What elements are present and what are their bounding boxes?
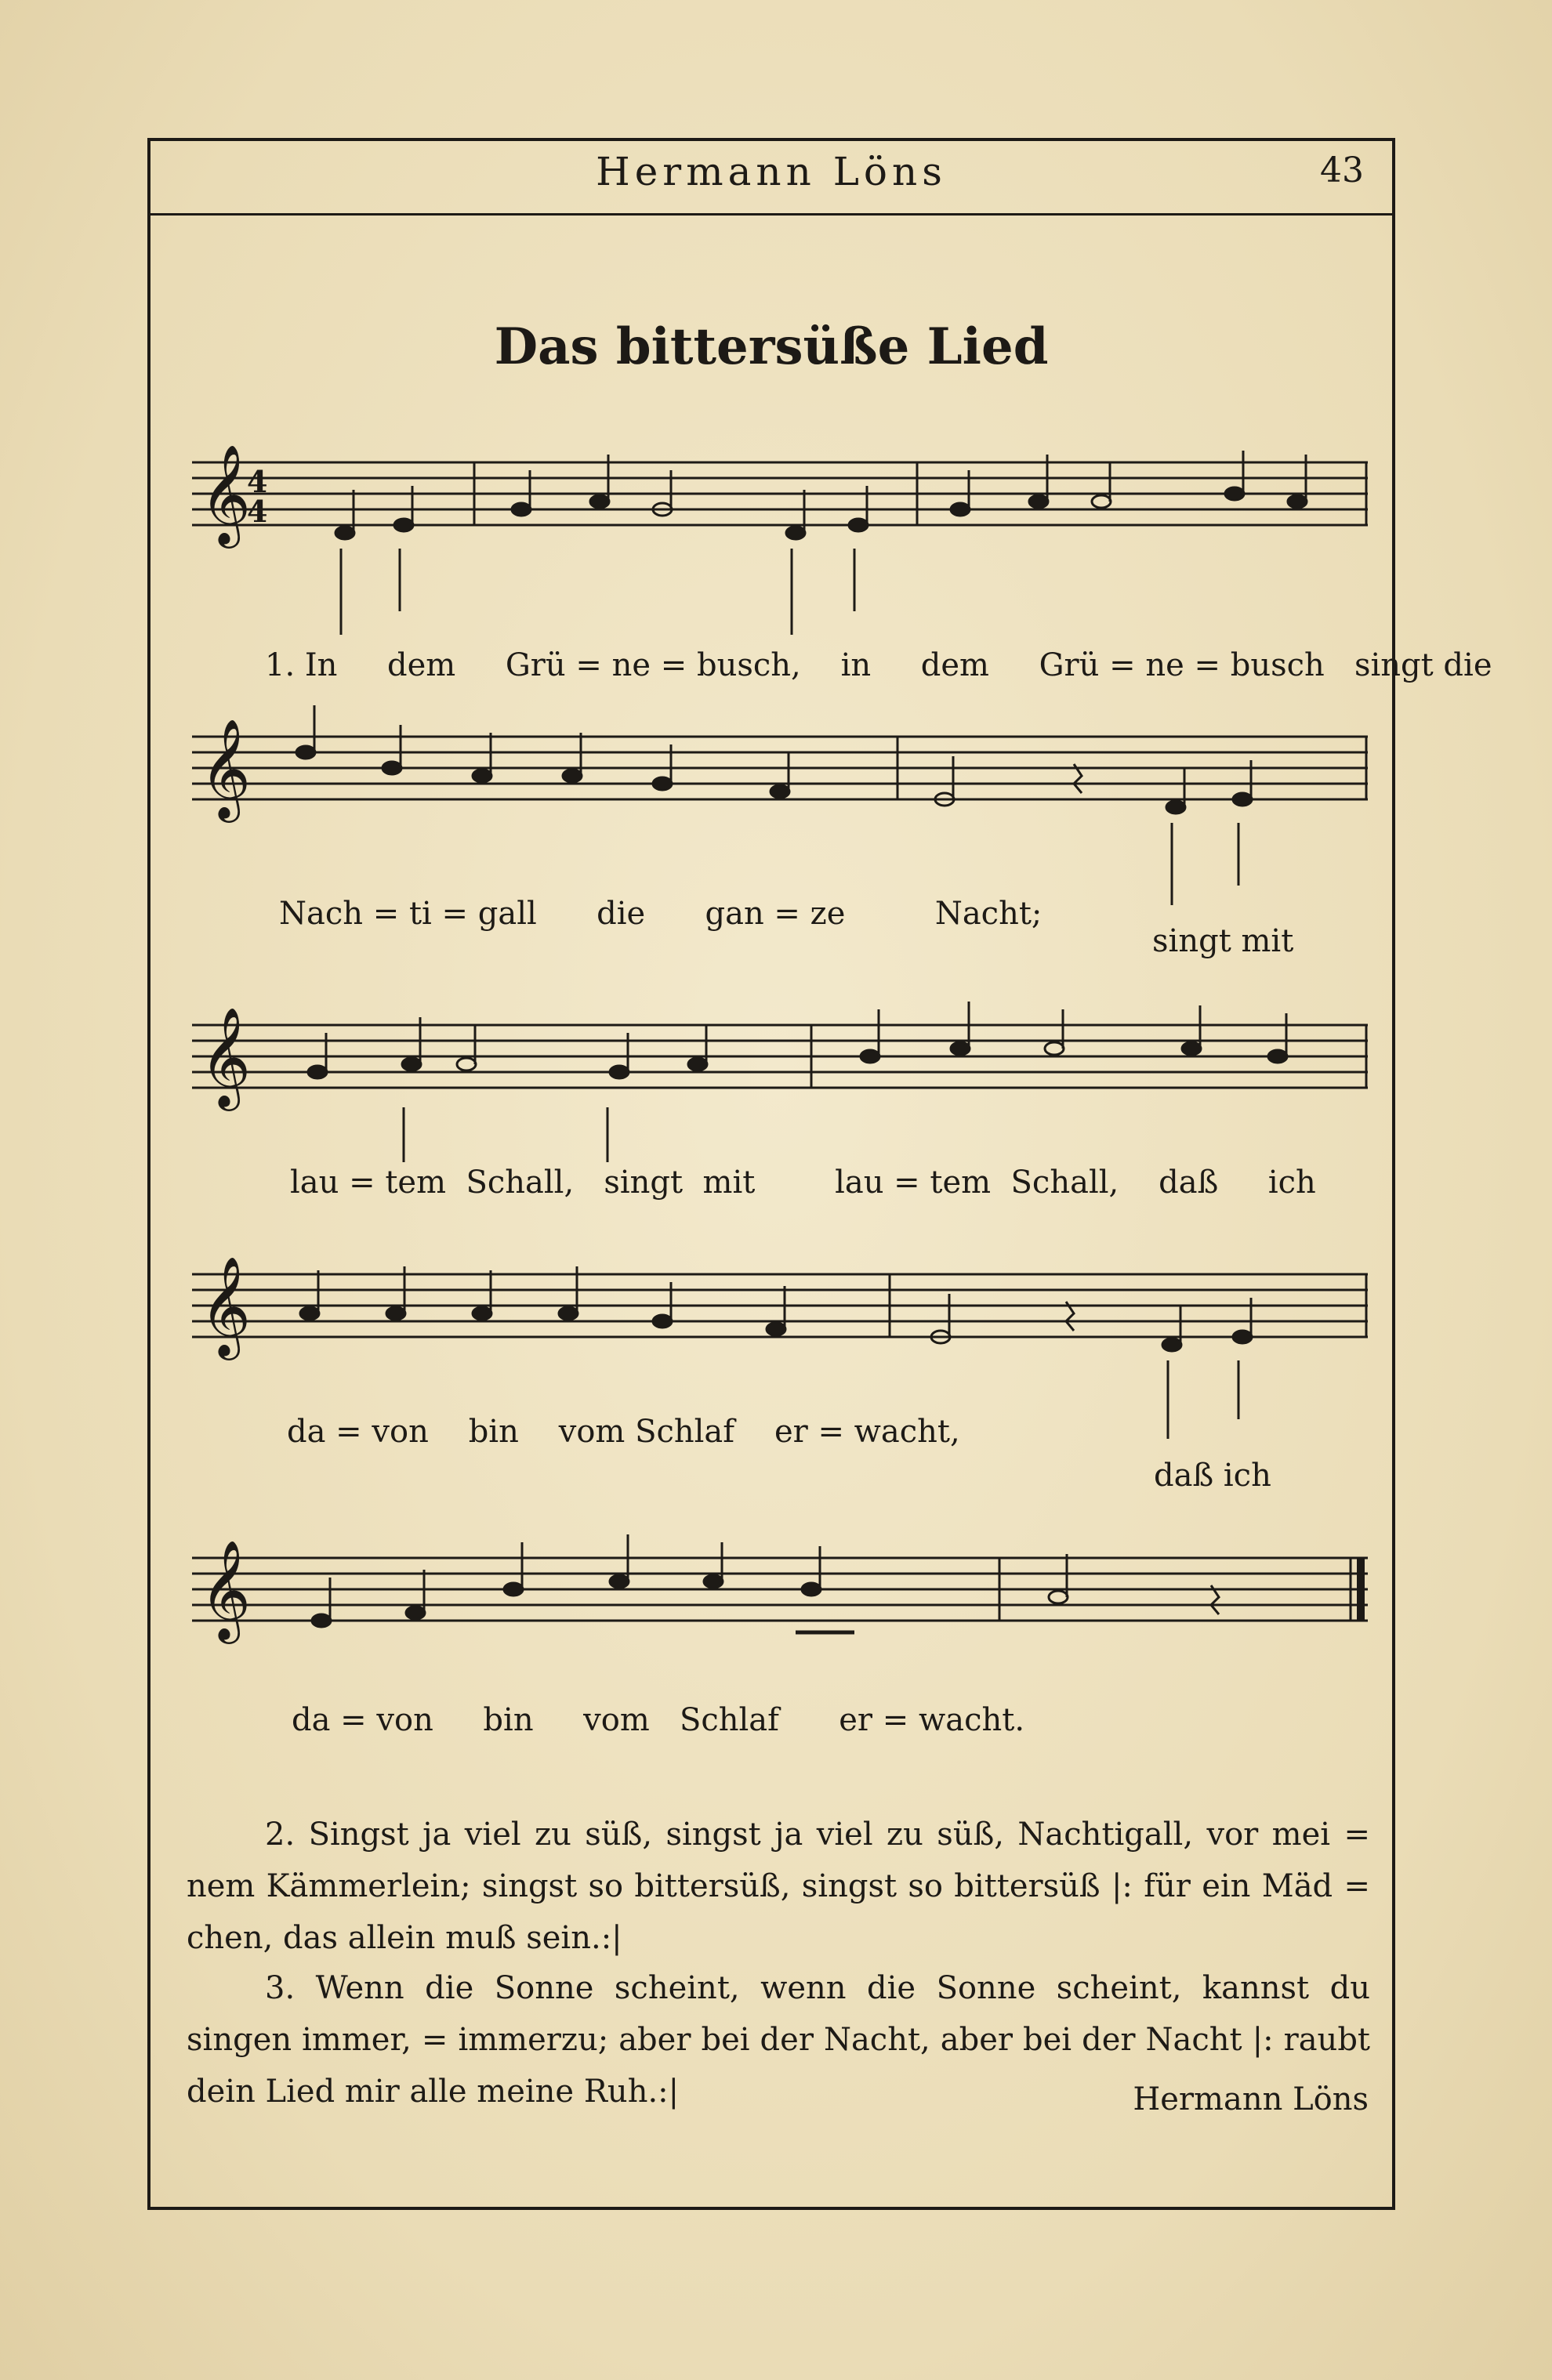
lyric-syllable: da = von — [287, 1414, 429, 1450]
svg-text:𝄞: 𝄞 — [200, 1006, 252, 1107]
lyric-syllable: Nach = ti = gall — [279, 896, 537, 932]
verse-2 — [187, 1809, 1370, 1964]
lyrics-line-3 — [290, 1165, 1316, 1201]
lyric-syllable: lau = tem — [290, 1165, 447, 1201]
lyric-syllable: die — [597, 896, 646, 932]
lyric-syllable: Schlaf — [679, 1702, 779, 1738]
svg-text:𝄞: 𝄞 — [200, 1539, 252, 1639]
staff-3-notation — [192, 970, 1368, 1252]
lyrics-line-4-sub: daß ich — [1154, 1458, 1271, 1494]
svg-text:𝄞: 𝄞 — [200, 444, 252, 544]
lyric-syllable: gan = ze — [705, 896, 846, 932]
lyrics-line-4 — [287, 1414, 960, 1450]
lyric-syllable: dem — [920, 647, 989, 683]
lyrics-line-1 — [265, 647, 1492, 683]
lyric-syllable: da = von — [292, 1702, 433, 1738]
lyric-syllable: mit — [702, 1165, 756, 1201]
lyric-syllable: vom — [583, 1702, 650, 1738]
page-number: 43 — [1320, 150, 1364, 190]
lyric-syllable: Schall, — [1010, 1165, 1119, 1201]
staff-5-notation — [192, 1503, 1368, 1785]
svg-text:𝄞: 𝄞 — [200, 718, 252, 818]
lyric-syllable: 1. In — [265, 647, 338, 683]
lyric-syllable: Grü = ne = busch, — [505, 647, 801, 683]
lyric-syllable: daß — [1159, 1165, 1219, 1201]
lyrics-line-2-sub: singt mit — [1152, 923, 1294, 959]
lyric-syllable: bin — [468, 1414, 519, 1450]
header-rule — [147, 213, 1395, 216]
lyric-syllable: lau = tem — [835, 1165, 992, 1201]
lyric-syllable: die — [1443, 647, 1492, 683]
lyrics-line-2 — [279, 896, 1042, 932]
running-head: Hermann Löns — [596, 149, 947, 194]
lyric-syllable: Schall, — [466, 1165, 575, 1201]
verse-3-text: 3. Wenn die Sonne scheint, wenn die Sonne scheint, kannst du singen immer, = immerzu; aber bei der Nacht, aber bei der Nacht |: raubt dein Lied mir alle meine Ruh.:| — [187, 1970, 1370, 2110]
lyric-syllable: er = wacht, — [774, 1414, 960, 1450]
svg-text:4: 4 — [247, 494, 268, 529]
lyric-syllable: ich — [1267, 1165, 1316, 1201]
song-title: Das bittersüße Lied — [494, 317, 1049, 376]
lyric-syllable: bin — [483, 1702, 534, 1738]
lyric-syllable: Schlaf — [635, 1414, 735, 1450]
author-signature: Hermann Löns — [1133, 2081, 1369, 2117]
lyric-syllable: singt — [604, 1165, 684, 1201]
lyric-syllable: singt — [1354, 647, 1434, 683]
lyric-syllable: er = wacht. — [839, 1702, 1025, 1738]
svg-text:𝄞: 𝄞 — [200, 1255, 252, 1356]
lyric-syllable: in — [840, 647, 872, 683]
lyric-syllable: Nacht; — [934, 896, 1043, 932]
svg-text:4: 4 — [247, 464, 268, 499]
lyric-syllable: Grü = ne = busch — [1039, 647, 1325, 683]
music-staff-3 — [192, 970, 1368, 1252]
lyric-syllable: vom — [558, 1414, 626, 1450]
lyrics-line-5 — [292, 1702, 1024, 1738]
music-staff-5 — [192, 1503, 1368, 1785]
verse-2-text: 2. Singst ja viel zu süß, singst ja viel zu süß, Nachtigall, vor mei = nem Kämmerlein; singst so bittersüß, singst so bittersüß |: für ein Mäd = chen, das allein muß sein.:| — [187, 1817, 1370, 1956]
lyric-syllable: dem — [387, 647, 456, 683]
